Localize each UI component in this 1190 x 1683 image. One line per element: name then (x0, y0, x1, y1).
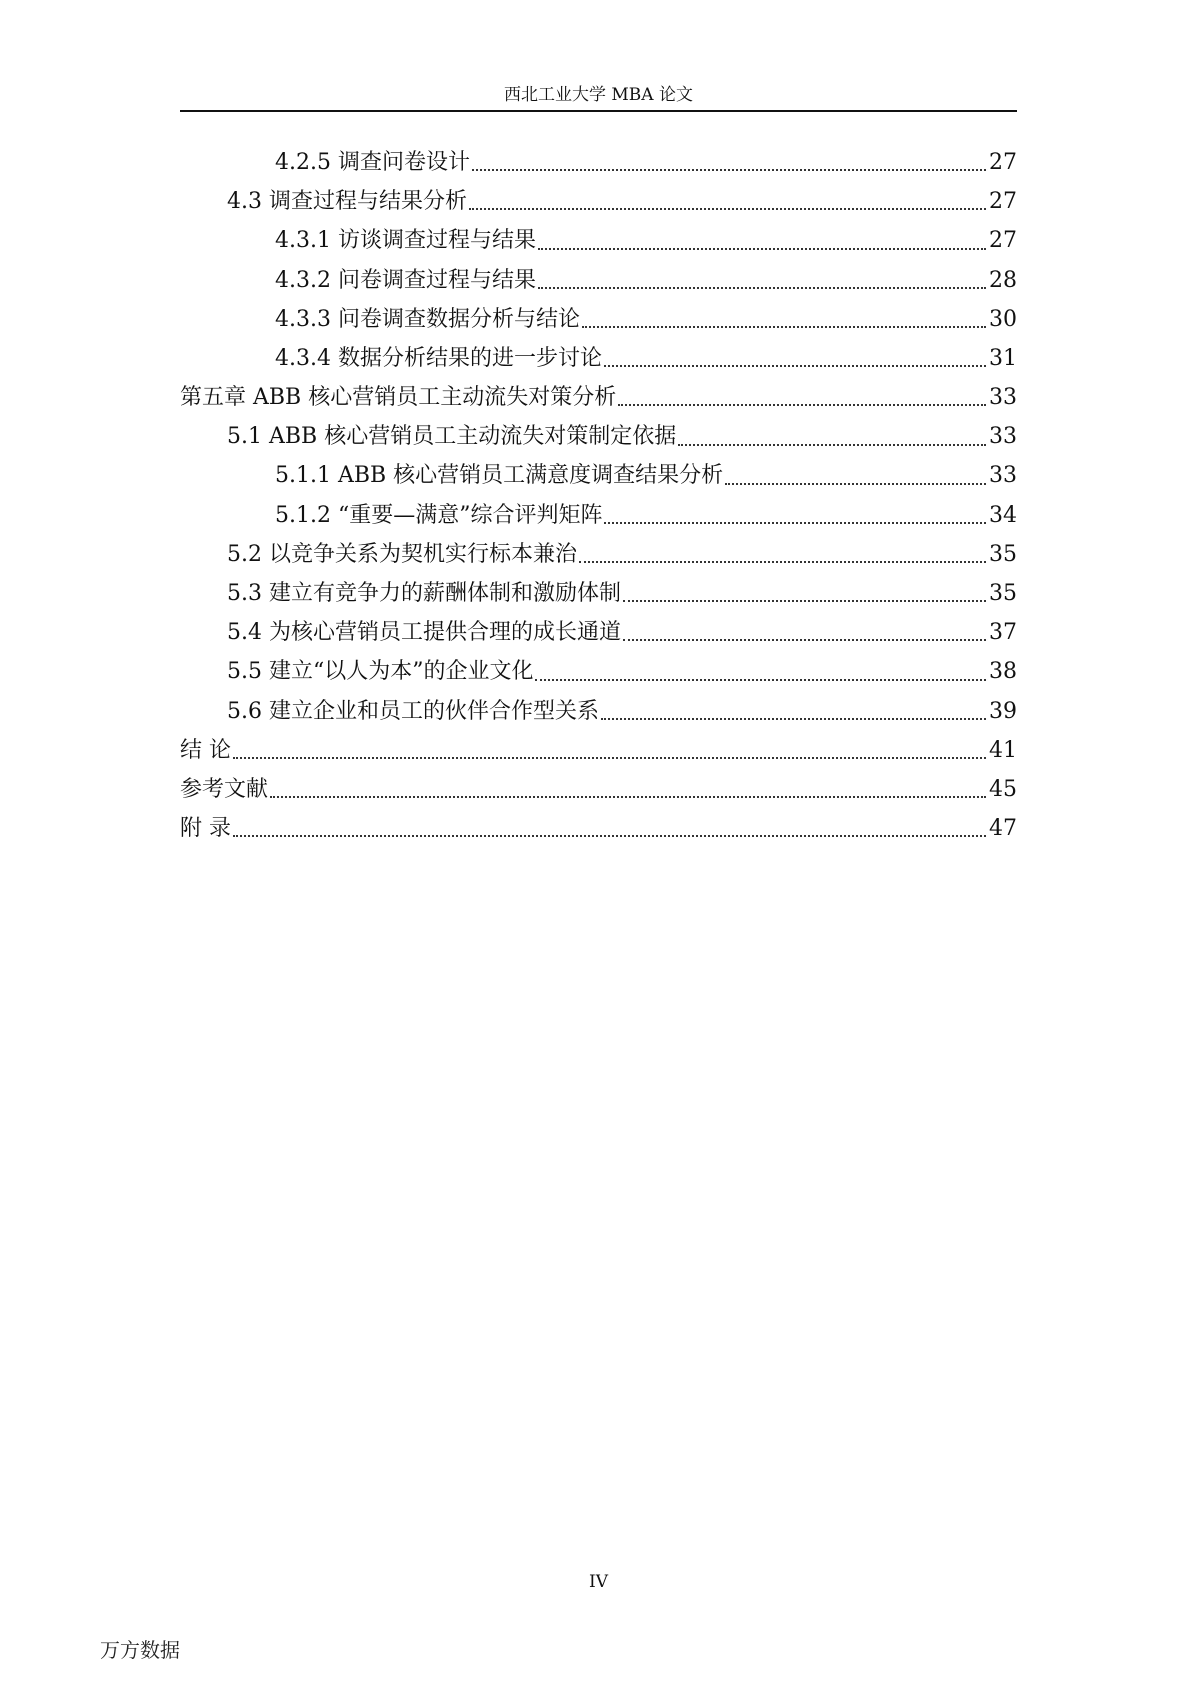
toc-entry-label: 5.3 建立有竞争力的薪酬体制和激励体制 (227, 581, 621, 607)
toc-entry-label: 5.2 以竞争关系为契机实行标本兼治 (227, 541, 577, 567)
toc-entry-page: 33 (989, 385, 1017, 411)
toc-entry[interactable] (180, 809, 1017, 848)
toc-entry-page: 34 (989, 502, 1017, 528)
toc-entry-label: 结 论 (180, 737, 231, 763)
toc-entry-label: 5.4 为核心营销员工提供合理的成长通道 (227, 620, 621, 646)
toc-dot-leader (582, 326, 986, 328)
toc-entry-page: 45 (989, 776, 1017, 802)
toc-entry-label: 5.1.2 “重要—满意”综合评判矩阵 (275, 502, 603, 528)
header-rule (180, 110, 1017, 112)
toc-entry[interactable] (180, 652, 1017, 691)
toc-entry[interactable] (180, 339, 1017, 378)
toc-entry-label: 附 录 (180, 816, 231, 842)
toc-entry[interactable] (180, 692, 1017, 731)
toc-entry-label: 4.3.1 访谈调查过程与结果 (275, 228, 536, 254)
toc-entry-label: 4.3.4 数据分析结果的进一步讨论 (275, 345, 602, 371)
table-of-contents (180, 143, 1017, 848)
toc-entry-label: 5.1 ABB 核心营销员工主动流失对策制定依据 (227, 424, 677, 450)
toc-dot-leader (538, 287, 986, 289)
toc-entry[interactable] (180, 457, 1017, 496)
toc-entry[interactable] (180, 496, 1017, 535)
toc-dot-leader (579, 561, 986, 563)
toc-dot-leader (535, 679, 986, 681)
toc-entry-page: 37 (989, 620, 1017, 646)
toc-entry-page: 47 (989, 816, 1017, 842)
toc-entry-label: 4.3 调查过程与结果分析 (227, 189, 467, 215)
toc-entry[interactable] (180, 182, 1017, 221)
toc-entry[interactable] (180, 221, 1017, 260)
toc-dot-leader (469, 208, 986, 210)
toc-dot-leader (233, 835, 986, 837)
toc-entry-label: 5.6 建立企业和员工的伙伴合作型关系 (227, 698, 599, 724)
toc-entry-page: 41 (989, 737, 1017, 763)
toc-dot-leader (472, 169, 986, 171)
toc-entry-page: 31 (989, 345, 1017, 371)
toc-entry-label: 参考文献 (180, 776, 269, 802)
toc-entry[interactable] (180, 300, 1017, 339)
toc-dot-leader (604, 365, 986, 367)
toc-entry-page: 35 (989, 541, 1017, 567)
toc-dot-leader (678, 444, 986, 446)
toc-entry-label: 4.3.3 问卷调查数据分析与结论 (275, 306, 580, 332)
toc-entry-page: 28 (989, 267, 1017, 293)
toc-entry-page: 27 (989, 228, 1017, 254)
toc-entry[interactable] (180, 143, 1017, 182)
toc-entry-page: 39 (989, 698, 1017, 724)
toc-entry-label: 5.5 建立“以人为本”的企业文化 (227, 659, 534, 685)
toc-dot-leader (538, 248, 986, 250)
page-header: 西北工业大学 MBA 论文 (504, 85, 693, 105)
page-number: IV (589, 1572, 608, 1592)
toc-dot-leader (270, 796, 986, 798)
toc-entry-page: 38 (989, 659, 1017, 685)
toc-entry-label: 4.3.2 问卷调查过程与结果 (275, 267, 536, 293)
toc-entry-page: 27 (989, 189, 1017, 215)
toc-entry-label: 4.2.5 调查问卷设计 (275, 149, 470, 175)
toc-entry-page: 33 (989, 463, 1017, 489)
toc-entry-page: 27 (989, 149, 1017, 175)
toc-dot-leader (623, 600, 986, 602)
toc-entry[interactable] (180, 574, 1017, 613)
toc-dot-leader (604, 522, 986, 524)
toc-dot-leader (623, 639, 986, 641)
toc-entry[interactable] (180, 378, 1017, 417)
toc-dot-leader (601, 718, 986, 720)
toc-dot-leader (618, 404, 986, 406)
toc-dot-leader (725, 483, 986, 485)
toc-entry[interactable] (180, 535, 1017, 574)
toc-entry-label: 第五章 ABB 核心营销员工主动流失对策分析 (180, 385, 617, 411)
toc-entry[interactable] (180, 731, 1017, 770)
toc-entry[interactable] (180, 770, 1017, 809)
toc-entry[interactable] (180, 613, 1017, 652)
watermark: 万方数据 (100, 1638, 180, 1662)
toc-entry-page: 33 (989, 424, 1017, 450)
toc-entry-page: 30 (989, 306, 1017, 332)
toc-dot-leader (233, 757, 986, 759)
toc-entry-page: 35 (989, 581, 1017, 607)
toc-entry-label: 5.1.1 ABB 核心营销员工满意度调查结果分析 (275, 463, 724, 489)
toc-entry[interactable] (180, 261, 1017, 300)
toc-entry[interactable] (180, 417, 1017, 456)
